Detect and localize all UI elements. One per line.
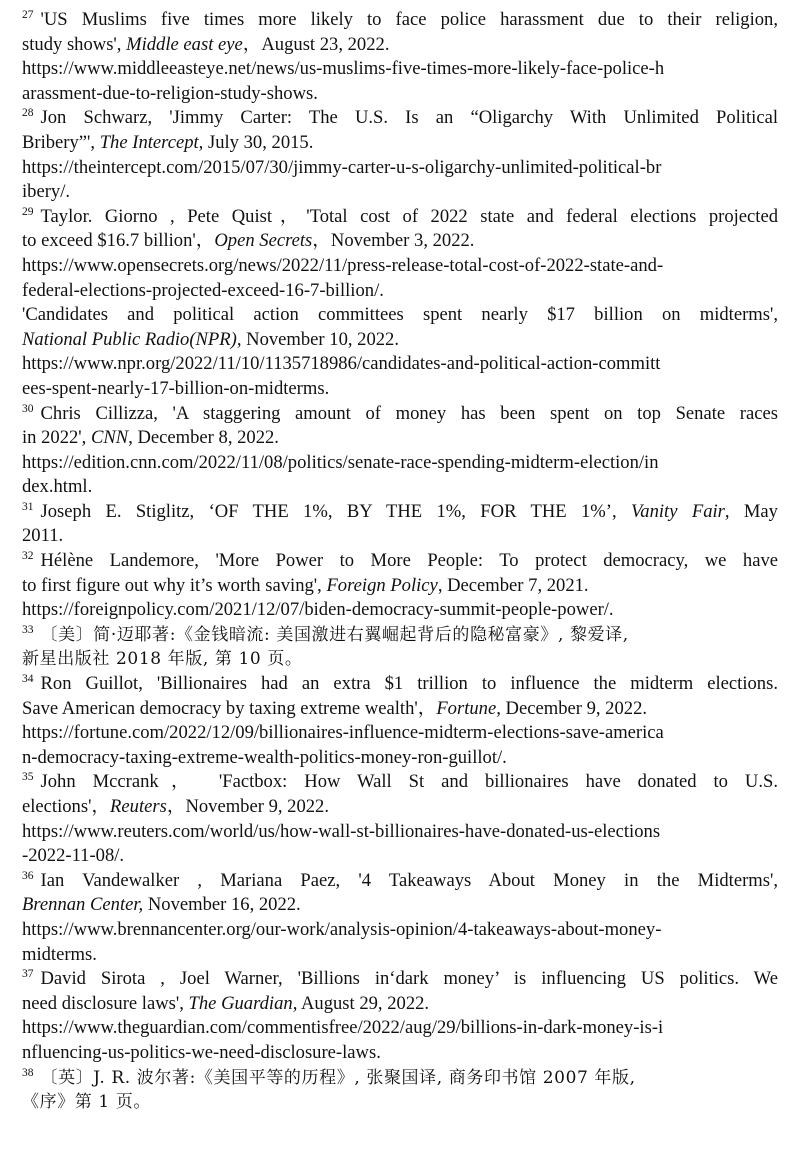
footnote-url[interactable]: https://www.middleeasteye.net/news/us-muslims-five-times-more-likely-face-police-h: [22, 58, 665, 80]
footnote-number: 31: [22, 500, 34, 513]
source-title: The Intercept,: [99, 131, 204, 153]
source-title: Brennan Center,: [22, 894, 144, 916]
footnote-line: $^{27}$ 'US Muslims five times more likely to face police harassment due to their religion,: [22, 9, 778, 30]
footnote-line: 2011.: [22, 525, 64, 547]
footnote-36: [22, 869, 778, 967]
footnote-url[interactable]: https://www.theguardian.com/commentisfree/2022/aug/29/billions-in-dark-money-is-i: [22, 1017, 664, 1039]
footnote-url[interactable]: ibery/.: [22, 181, 71, 203]
footnote-line: in 2022', CNN, December 8, 2022.: [22, 427, 279, 449]
footnote-37: [22, 967, 778, 1065]
footnote-number: 37: [22, 968, 34, 981]
source-title: Vanity Fair: [631, 500, 725, 522]
footnote-url[interactable]: https://foreignpolicy.com/2021/12/07/biden-democracy-summit-people-power/.: [22, 599, 614, 621]
footnote-27: [22, 8, 778, 106]
footnote-url[interactable]: https://www.brennancenter.org/our-work/analysis-opinion/4-takeaways-about-money-: [22, 918, 662, 940]
footnote-number: 36: [22, 869, 34, 882]
footnote-url[interactable]: federal-elections-projected-exceed-16-7-billion/.: [22, 279, 384, 301]
source-title: Foreign Policy: [326, 574, 438, 596]
footnote-line: $^{28}$ Jon Schwarz, 'Jimmy Carter: The U.S. Is an “Oligarchy With Unlimited Political: [22, 107, 778, 129]
footnote-line: study shows', Middle east eye，August 23, 2022.: [22, 33, 390, 55]
footnote-33: [22, 623, 778, 672]
footnote-url[interactable]: ees-spent-nearly-17-billion-on-midterms.: [22, 377, 330, 399]
source-title: The Guardian,: [188, 992, 298, 1014]
footnote-line: $^{32}$ Hélène Landemore, 'More Power to More People: To protect democracy, we have: [22, 550, 778, 572]
source-title: Middle east eye: [126, 33, 243, 55]
footnote-url[interactable]: dex.html.: [22, 476, 93, 498]
footnote-line: 新星出版社 2018 年版, 第 10 页。: [22, 649, 303, 670]
footnote-url[interactable]: -2022-11-08/.: [22, 845, 125, 867]
footnote-line: 'Candidates and political action committees spent nearly $17 billion on midterms',: [22, 304, 778, 326]
footnote-line: $^{38}$ 〔英〕J. R. 波尔著:《美国平等的历程》, 张聚国译, 商务印书馆 2007 年版,: [22, 1066, 636, 1088]
footnote-line: $^{34}$ Ron Guillot, 'Billionaires had an extra $1 trillion to influence the midterm elections.: [22, 673, 778, 695]
footnote-34: [22, 672, 778, 770]
footnote-30: [22, 402, 778, 500]
footnote-number: 29: [22, 205, 34, 218]
footnote-line: to exceed $16.7 billion'，Open Secrets，November 3, 2022.: [22, 230, 475, 252]
footnote-32: [22, 549, 778, 623]
footnote-line: $^{29}$ Taylor. Giorno , Pete Quist，'Total cost of 2022 state and federal elections projected: [22, 205, 778, 227]
footnote-url[interactable]: https://theintercept.com/2015/07/30/jimmy-carter-u-s-oligarchy-unlimited-political-br: [22, 156, 662, 178]
footnote-number: 35: [22, 771, 34, 784]
source-title: CNN: [90, 427, 129, 449]
footnote-url[interactable]: https://www.npr.org/2022/11/10/1135718986/candidates-and-political-action-committ: [22, 353, 661, 375]
footnote-line: $^{30}$ Chris Cillizza, 'A staggering amount of money has been spent on top Senate races: [22, 402, 778, 424]
footnote-number: 30: [22, 402, 34, 415]
footnote-number: 38: [22, 1066, 34, 1079]
footnote-line: to first figure out why it’s worth saving', Foreign Policy, December 7, 2021.: [22, 574, 589, 596]
footnote-31: [22, 500, 778, 549]
footnote-28: [22, 106, 778, 204]
footnote-38: [22, 1066, 778, 1115]
source-title: Fortune,: [436, 697, 501, 719]
footnote-url[interactable]: https://www.reuters.com/world/us/how-wall-st-billionaires-have-donated-us-elections: [22, 820, 661, 842]
footnote-line: $^{35}$ John Mccrank， 'Factbox: How Wall St and billionaires have donated to U.S.: [22, 771, 778, 793]
footnote-line: $^{37}$ David Sirota , Joel Warner, 'Billions in‘dark money’ is influencing US politics. We: [22, 968, 778, 990]
source-title: Open Secrets: [214, 230, 313, 252]
footnote-url[interactable]: https://www.opensecrets.org/news/2022/11/press-release-total-cost-of-2022-state-and-: [22, 254, 664, 276]
footnote-line: elections'，Reuters，November 9, 2022.: [22, 796, 329, 817]
footnote-url[interactable]: n-democracy-taxing-extreme-wealth-politics-money-ron-guillot/.: [22, 746, 507, 768]
footnote-url[interactable]: nfluencing-us-politics-we-need-disclosure-laws.: [22, 1041, 381, 1063]
footnote-35: [22, 770, 778, 868]
footnote-url[interactable]: https://edition.cnn.com/2022/11/08/politics/senate-race-spending-midterm-election/in: [22, 451, 659, 473]
footnote-url[interactable]: https://fortune.com/2022/12/09/billionaires-influence-midterm-elections-save-america: [22, 722, 664, 744]
source-title: National Public Radio(NPR),: [22, 328, 242, 350]
source-title: Reuters: [110, 796, 167, 817]
footnote-line: 《序》第 1 页。: [22, 1092, 152, 1113]
footnote-line: $^{36}$ Ian Vandewalker , Mariana Paez, '4 Takeaways About Money in the Midterms',: [22, 869, 778, 891]
footnote-number: 27: [22, 9, 34, 21]
footnote-number: 32: [22, 550, 34, 563]
footnote-url[interactable]: midterms.: [22, 943, 97, 965]
footnote-url[interactable]: arassment-due-to-religion-study-shows.: [22, 82, 318, 104]
footnote-number: 28: [22, 107, 34, 120]
footnote-line: Bribery”', The Intercept, July 30, 2015.: [22, 131, 314, 153]
footnote-29: [22, 205, 778, 402]
footnote-line: $^{33}$ 〔美〕简·迈耶著:《金钱暗流: 美国激进右翼崛起背后的隐秘富豪》, 黎爱译,: [22, 623, 629, 645]
footnote-line: Brennan Center, November 16, 2022.: [22, 894, 301, 916]
footnote-line: need disclosure laws', The Guardian, August 29, 2022.: [22, 992, 430, 1014]
footnote-line: Save American democracy by taxing extreme wealth'，Fortune, December 9, 2022.: [22, 697, 648, 719]
footnote-number: 34: [22, 673, 34, 686]
footnote-number: 33: [22, 623, 34, 636]
footnote-line: $^{31}$ Joseph E. Stiglitz, ‘OF THE 1%, BY THE 1%, FOR THE 1%’, Vanity Fair, May: [22, 500, 778, 522]
footnote-line: National Public Radio(NPR), November 10, 2022.: [22, 328, 399, 350]
